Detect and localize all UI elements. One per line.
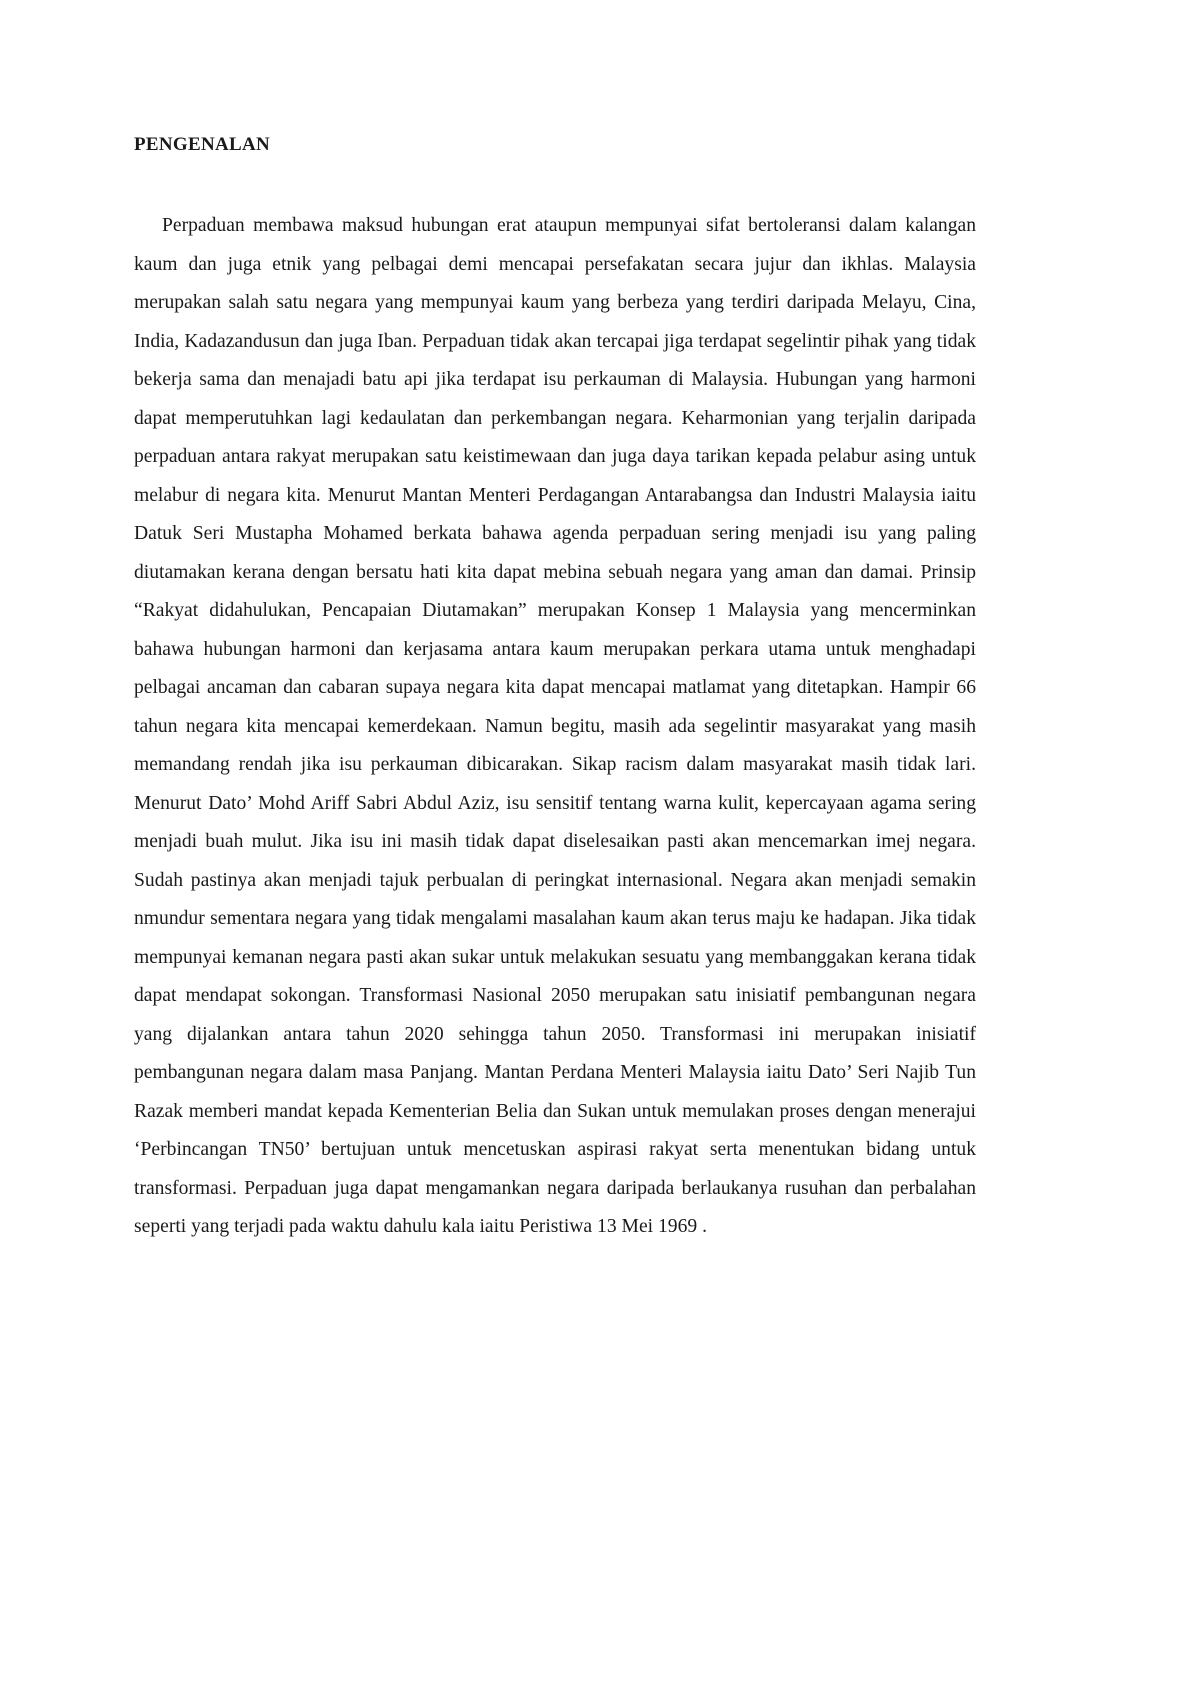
section-heading: PENGENALAN [134,134,271,155]
body-paragraph: Perpaduan membawa maksud hubungan erat ataupun mempunyai sifat bertoleransi dalam kalangan kaum dan juga etnik yang pelbagai demi mencapai persefakatan secara jujur dan ikhlas. Malaysia merupakan salah satu negara yang mempunyai kaum yang berbeza yang terdiri daripada Melayu, Cina, India, Kadazandusun dan juga Iban. Perpaduan tidak akan tercapai jiga terdapat segelintir pihak yang tidak bekerja sama dan menajadi batu api jika terdapat isu perkauman di Malaysia. Hubungan yang harmoni dapat memperutuhkan lagi kedaulatan dan perkembangan negara. Keharmonian yang terjalin daripada perpaduan antara rakyat merupakan satu keistimewaan dan juga daya tarikan kepada pelabur asing untuk melabur di negara kita. Menurut Mantan Menteri Perdagangan Antarabangsa dan Industri Malaysia iaitu Datuk Seri Mustapha Mohamed berkata bahawa agenda perpaduan sering menjadi isu yang paling diutamakan kerana dengan bersatu hati kita dapat mebina sebuah negara yang aman dan damai. Prinsip “Rakyat didahulukan, Pencapaian Diutamakan” merupakan Konsep 1 Malaysia yang mencerminkan bahawa hubungan harmoni dan kerjasama antara kaum merupakan perkara utama untuk menghadapi pelbagai ancaman dan cabaran supaya negara kita dapat mencapai matlamat yang ditetapkan. Hampir 66 tahun negara kita mencapai kemerdekaan. Namun begitu, masih ada segelintir masyarakat yang masih memandang rendah jika isu perkauman dibicarakan. Sikap racism dalam masyarakat masih tidak lari. Menurut Dato’ Mohd Ariff Sabri Abdul Aziz, isu sensitif tentang warna kulit, kepercayaan agama sering menjadi buah mulut. Jika isu ini masih tidak dapat diselesaikan pasti akan mencemarkan imej negara. Sudah pastinya akan menjadi tajuk perbualan di peringkat internasional. Negara akan menjadi semakin nmundur sementara negara yang tidak mengalami masalahan kaum akan terus maju ke hadapan. Jika tidak mempunyai kemanan negara pasti akan sukar untuk melakukan sesuatu yang membanggakan kerana tidak dapat mendapat sokongan. Transformasi Nasional 2050 merupakan satu inisiatif pembangunan negara yang dijalankan antara tahun 2020 sehingga tahun 2050. Transformasi ini merupakan inisiatif pembangunan negara dalam masa Panjang. Mantan Perdana Menteri Malaysia iaitu Dato’ Seri Najib Tun Razak memberi mandat kepada Kementerian Belia dan Sukan untuk memulakan proses dengan menerajui ‘Perbincangan TN50’ bertujuan untuk mencetuskan aspirasi rakyat serta menentukan bidang untuk transformasi. Perpaduan juga dapat mengamankan negara daripada berlaukanya rusuhan dan perbalahan seperti yang terjadi pada waktu dahulu kala iaitu Peristiwa 13 Mei 1969 . [134,215,976,1237]
